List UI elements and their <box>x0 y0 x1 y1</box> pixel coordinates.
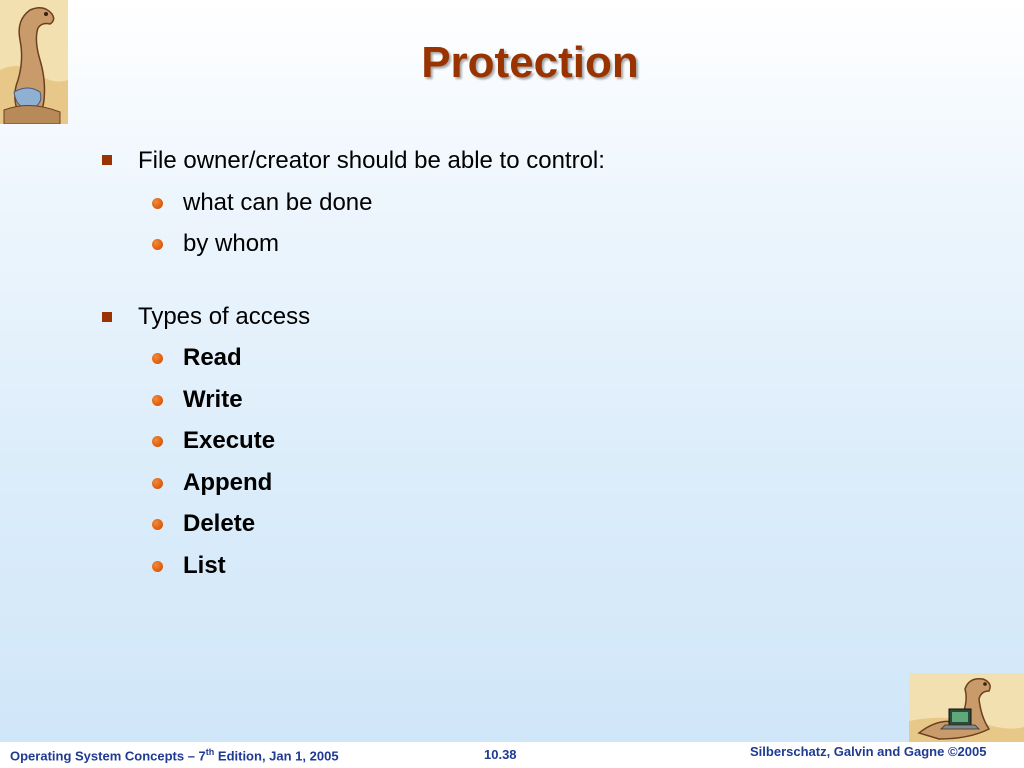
square-bullet-icon <box>102 155 112 165</box>
round-bullet-icon <box>152 478 163 489</box>
footer-course-title: Operating System Concepts – 7th Edition, Jan 1, 2005 <box>10 747 339 764</box>
bullet-text: Types of access <box>138 303 311 330</box>
sub-bullet-text: by whom <box>183 230 280 257</box>
access-type-delete: Delete <box>183 510 256 537</box>
round-bullet-icon <box>152 353 163 364</box>
access-type-list: List <box>183 552 226 579</box>
access-type-execute: Execute <box>183 427 276 454</box>
footer-page-number: 10.38 <box>484 747 517 762</box>
round-bullet-icon <box>152 436 163 447</box>
round-bullet-icon <box>152 519 163 530</box>
square-bullet-icon <box>102 312 112 322</box>
access-type-append: Append <box>183 469 273 496</box>
dinosaur-laptop-icon <box>909 673 1024 743</box>
slide-title: Protection <box>421 38 639 87</box>
footer-copyright: Silberschatz, Galvin and Gagne ©2005 <box>750 744 987 759</box>
round-bullet-icon <box>152 239 163 250</box>
round-bullet-icon <box>152 561 163 572</box>
bullet-text: File owner/creator should be able to control: <box>138 147 605 174</box>
round-bullet-icon <box>152 395 163 406</box>
round-bullet-icon <box>152 198 163 209</box>
access-type-write: Write <box>183 386 243 413</box>
access-type-read: Read <box>183 344 242 371</box>
sub-bullet-text: what can be done <box>183 189 373 216</box>
